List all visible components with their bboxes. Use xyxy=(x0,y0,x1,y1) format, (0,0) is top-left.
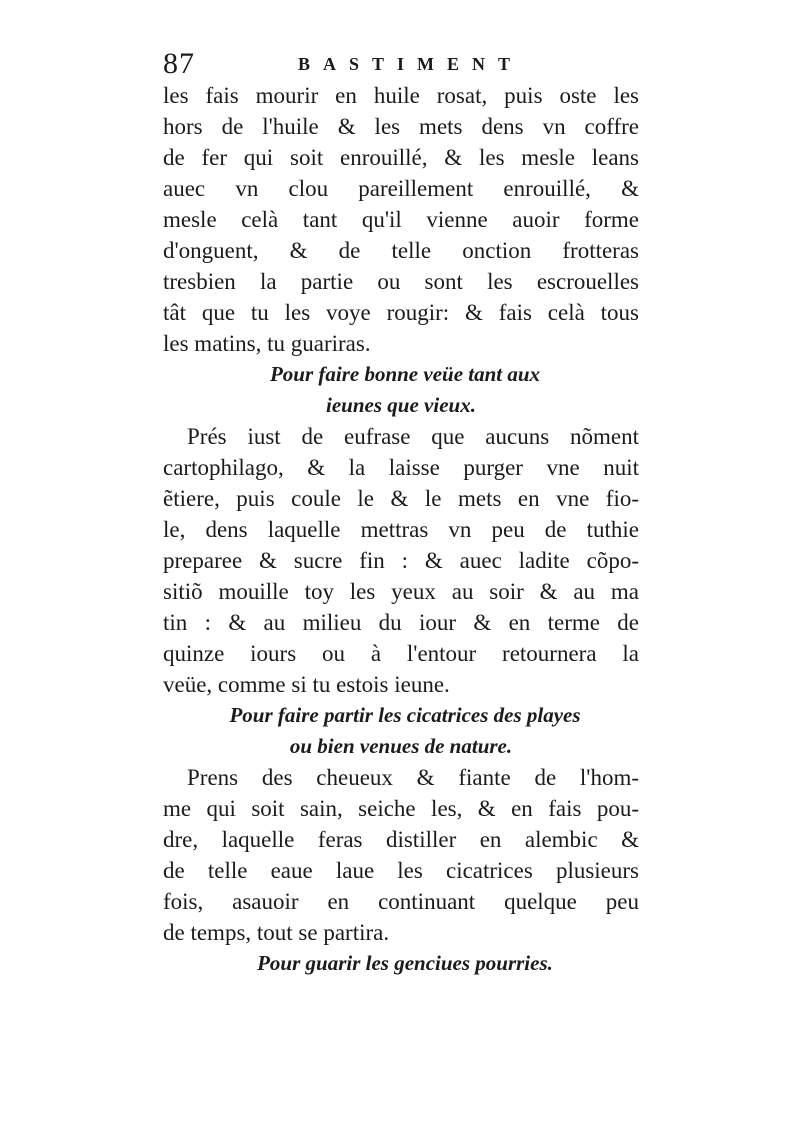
text-line: de fer qui soit enrouillé, & les mesle leans xyxy=(163,145,639,170)
heading-line: ieunes que vieux. xyxy=(326,393,476,417)
text-line: veüe, comme si tu estois ieune. xyxy=(163,672,450,697)
heading-line: Pour faire bonne veüe tant aux xyxy=(269,362,541,386)
section-heading-genciues xyxy=(163,948,639,979)
text-line: tresbien la partie ou sont les escrouelles xyxy=(163,269,639,294)
text-line: les matins, tu guariras. xyxy=(163,331,371,356)
text-line: le, dens laquelle mettras vn peu de tuthie xyxy=(163,517,639,542)
text-line: hors de l'huile & les mets dens vn coffre xyxy=(163,114,639,139)
text-line: d'onguent, & de telle onction frotteras xyxy=(163,238,639,263)
page-header xyxy=(163,44,643,84)
text-line: sitiõ mouille toy les yeux au soir & au ma xyxy=(163,579,639,604)
paragraph-eufrase xyxy=(163,421,639,700)
text-line: dre, laquelle feras distiller en alembic & xyxy=(163,827,639,852)
text-line: Prens des cheueux & fiante de l'hom- xyxy=(187,765,639,790)
text-line: Prés iust de eufrase que aucuns nõment xyxy=(187,424,639,449)
section-heading-bonne-veue xyxy=(163,359,639,421)
page-number: 87 xyxy=(163,47,195,80)
text-line: ẽtiere, puis coule le & le mets en vne fio- xyxy=(163,486,639,511)
text-line: quinze iours ou à l'entour retournera la xyxy=(163,641,639,666)
heading-line: ou bien venues de nature. xyxy=(289,734,513,758)
heading-line: Pour faire partir les cicatrices des playes xyxy=(229,703,581,727)
paragraph-cheueux xyxy=(163,762,639,948)
text-line: de temps, tout se partira. xyxy=(163,920,390,945)
text-line: preparee & sucre fin : & auec ladite cõpo- xyxy=(163,548,639,573)
text-line: tât que tu les voye rougir: & fais celà tous xyxy=(163,300,639,325)
text-line: auec vn clou pareillement enrouillé, & xyxy=(163,176,639,201)
heading-line: Pour guarir les genciues pourries. xyxy=(257,951,553,975)
paragraph-onguent xyxy=(163,80,639,359)
section-heading-cicatrices xyxy=(163,700,639,762)
text-line: de telle eaue laue les cicatrices plusieurs xyxy=(163,858,639,883)
text-line: tin : & au milieu du iour & en terme de xyxy=(163,610,639,635)
text-line: cartophilago, & la laisse purger vne nuit xyxy=(163,455,639,480)
body-text xyxy=(163,80,639,979)
running-head: BASTIMENT xyxy=(298,54,524,74)
text-line: mesle celà tant qu'il vienne auoir forme xyxy=(163,207,639,232)
text-line: me qui soit sain, seiche les, & en fais pou- xyxy=(163,796,639,821)
text-line: fois, asauoir en continuant quelque peu xyxy=(163,889,639,914)
text-line: les fais mourir en huile rosat, puis oste les xyxy=(163,83,639,108)
